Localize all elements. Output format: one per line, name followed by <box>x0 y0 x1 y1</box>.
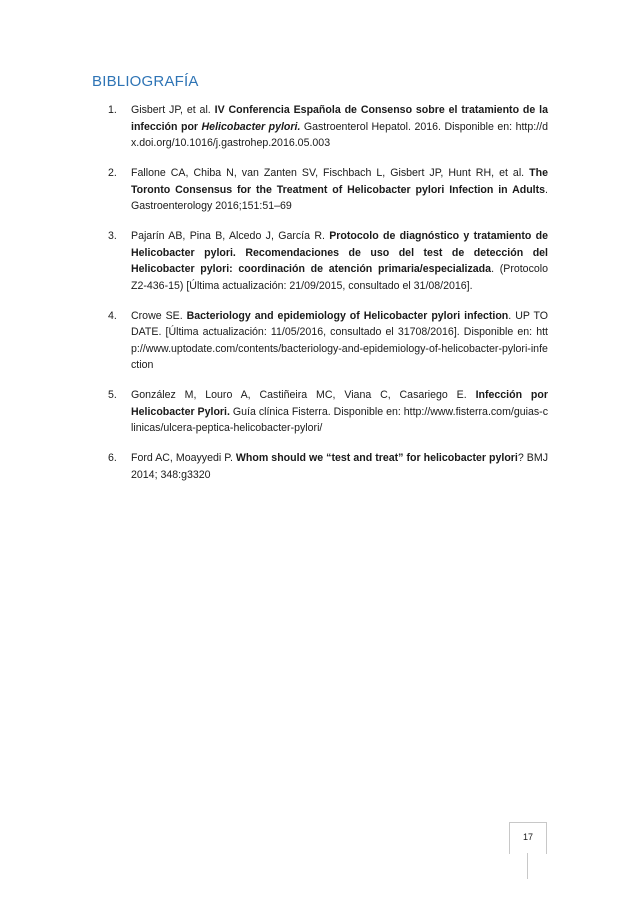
reference-item <box>108 387 548 437</box>
reference-authors: Fallone CA, Chiba N, van Zanten SV, Fischbach L, Gisbert JP, Hunt RH, et al. <box>131 167 530 179</box>
reference-item <box>108 450 548 483</box>
reference-item <box>108 308 548 374</box>
reference-number: 4. <box>108 309 117 322</box>
reference-source: ? BMJ 2014; 348:g3320 <box>131 452 548 481</box>
reference-source: . UP TO DATE. [Última actualización: 11/05/2016, consultado el 31708/2016]. Disponible en: http://www.uptodate.com/contents/bacteriology-and-epidemiology-of-helicobacter-pylori-infection <box>131 309 549 371</box>
reference-number: 5. <box>108 389 117 401</box>
reference-title-italic: Helicobacter pylori. <box>201 120 301 133</box>
reference-source: . Gastroenterology 2016;151:51–69 <box>131 183 548 212</box>
reference-authors: González M, Louro A, Castiñeira MC, Viana C, Casariego E. <box>131 389 476 401</box>
reference-title: Whom should we “test and treat” for helicobacter pylori <box>235 452 518 464</box>
reference-item <box>108 165 548 215</box>
reference-number: 3. <box>108 230 117 242</box>
reference-title: Infección por Helicobacter Pylori. <box>131 389 548 418</box>
reference-authors: Pajarín AB, Pina B, Alcedo J, García R. <box>131 230 330 242</box>
page-number-box <box>509 822 547 854</box>
reference-number: 6. <box>108 452 117 464</box>
reference-authors: Ford AC, Moayyedi P. <box>131 452 236 464</box>
reference-title: Bacteriology and epidemiology of Helicobacter pylori infection <box>186 309 509 322</box>
reference-title: The Toronto Consensus for the Treatment of Helicobacter pylori Infection in Adults <box>131 167 548 196</box>
reference-list <box>108 102 548 497</box>
page-number: 17 <box>522 832 533 842</box>
reference-authors: Crowe SE. <box>131 309 187 322</box>
reference-title: Protocolo de diagnóstico y tratamiento de Helicobacter pylori. Recomendaciones de uso del test de detección del Helicobacter pylori: coordinación de atención primaria/especializada <box>131 230 548 275</box>
reference-title: IV Conferencia Española de Consenso sobre el tratamiento de la infección por <box>131 104 548 133</box>
reference-item <box>108 228 548 294</box>
reference-item <box>108 102 548 152</box>
reference-authors: Gisbert JP, et al. <box>131 104 215 116</box>
reference-number: 1. <box>108 104 117 116</box>
section-heading: BIBLIOGRAFÍA <box>92 73 199 90</box>
reference-source: Gastroenterol Hepatol. 2016. Disponible en: http://dx.doi.org/10.1016/j.gastrohep.2016.05.003 <box>131 120 548 149</box>
page-number-rule <box>527 853 528 879</box>
reference-number: 2. <box>108 167 117 179</box>
reference-source: Guía clínica Fisterra. Disponible en: http://www.fisterra.com/guias-clinicas/ulcera-peptica-helicobacter-pylori/ <box>131 405 548 434</box>
reference-source: . (Protocolo Z2-436-15) [Última actualización: 21/09/2015, consultado el 31/08/2016]. <box>131 263 549 292</box>
